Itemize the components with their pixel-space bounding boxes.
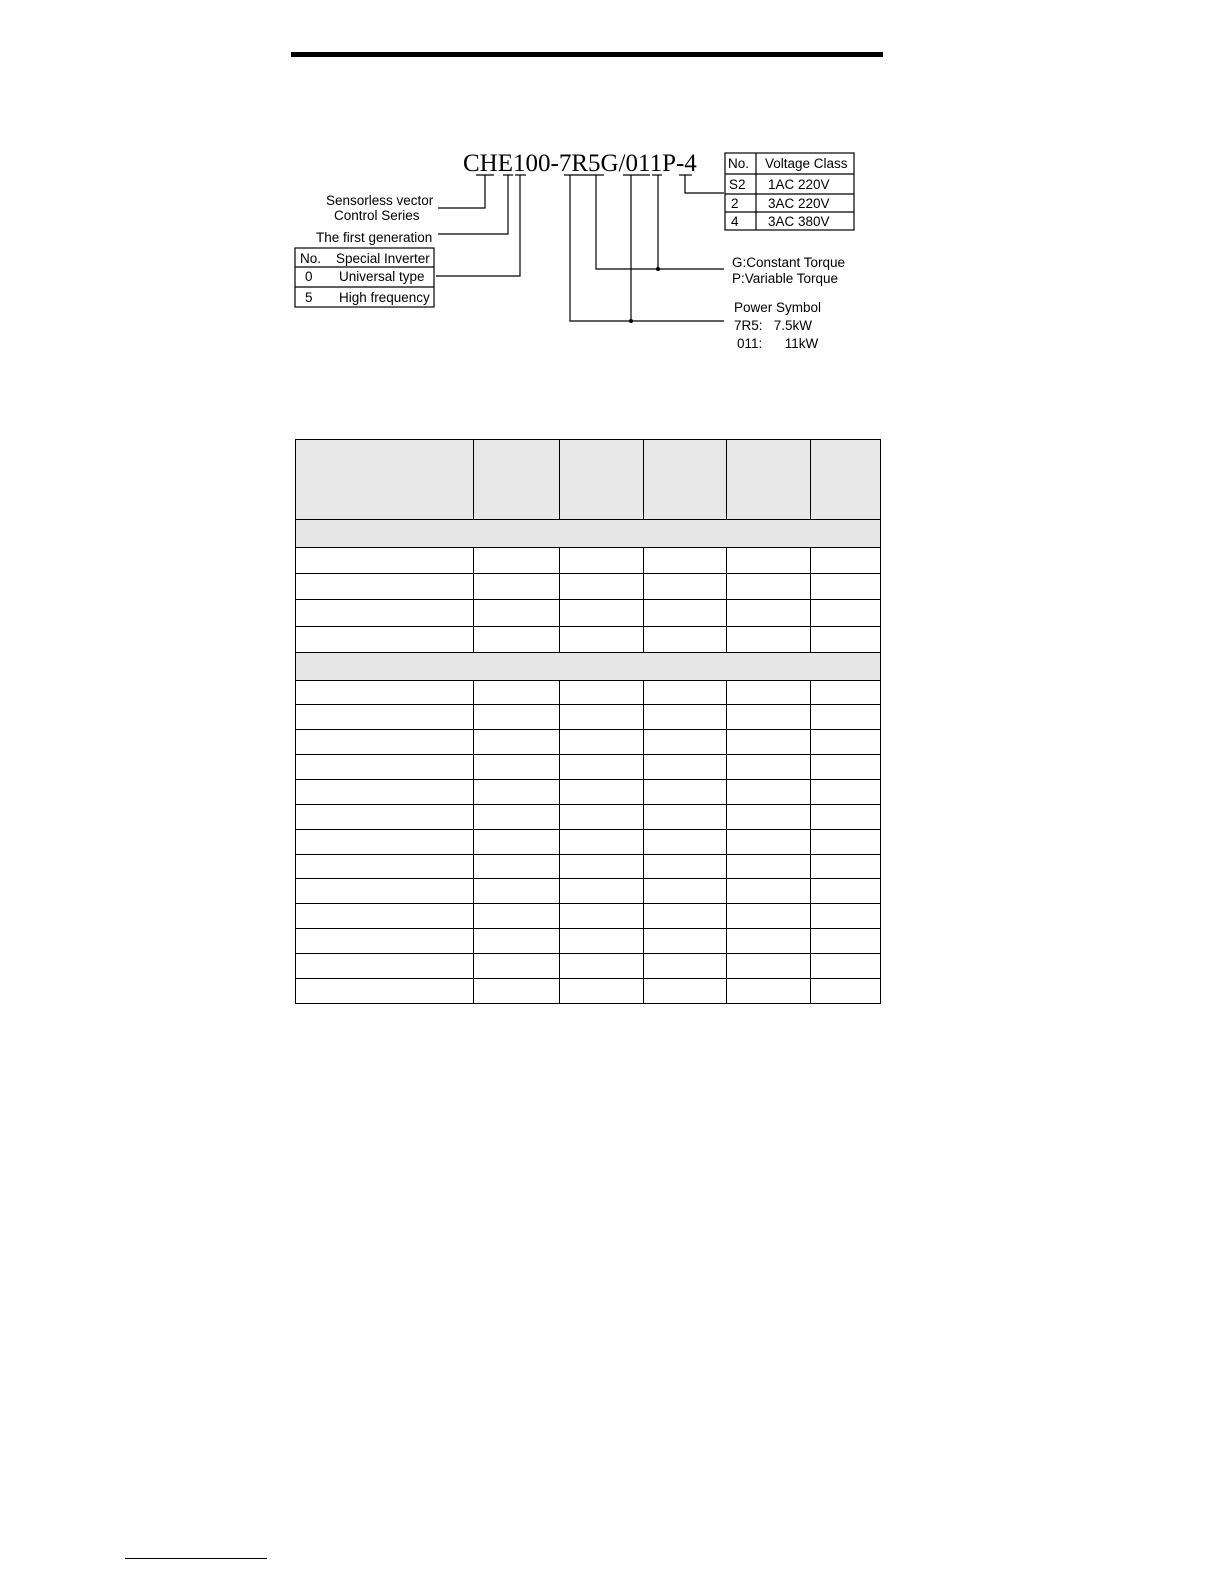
special-row-no: 0 bbox=[305, 269, 313, 284]
power-7r5-label: 7R5: 7.5kW bbox=[734, 318, 813, 333]
leader-series bbox=[438, 175, 485, 208]
special-header-title: Special Inverter bbox=[336, 251, 430, 266]
header-cell bbox=[560, 440, 644, 520]
voltage-row-no: 4 bbox=[731, 214, 739, 229]
model-code: CHE100-7R5G/011P-4 bbox=[463, 150, 697, 177]
special-header-no: No. bbox=[300, 251, 322, 266]
table-row bbox=[296, 680, 881, 705]
table-row bbox=[296, 574, 881, 600]
header-cell bbox=[644, 440, 727, 520]
special-row-type: Universal type bbox=[339, 269, 425, 284]
header-cell bbox=[727, 440, 811, 520]
voltage-row-class: 1AC 220V bbox=[768, 177, 830, 192]
junction-dot bbox=[656, 267, 660, 271]
table-row bbox=[296, 705, 881, 730]
table-header-row bbox=[296, 440, 881, 520]
torque-g-label: G:Constant Torque bbox=[732, 255, 846, 270]
series-label-line1: Sensorless vector bbox=[326, 193, 434, 208]
voltage-header-title: Voltage Class bbox=[765, 156, 848, 171]
torque-p-label: P:Variable Torque bbox=[732, 271, 839, 286]
table-row bbox=[296, 829, 881, 854]
header-cell bbox=[296, 440, 474, 520]
voltage-row-no: 2 bbox=[731, 196, 739, 211]
footnote-rule bbox=[125, 1558, 267, 1559]
header-cell bbox=[811, 440, 881, 520]
table-section-row bbox=[296, 520, 881, 547]
junction-dot bbox=[629, 319, 633, 323]
leader-generation bbox=[438, 175, 508, 234]
table-row bbox=[296, 929, 881, 954]
leader-torque bbox=[596, 175, 724, 269]
table-row bbox=[296, 954, 881, 979]
table-row bbox=[296, 879, 881, 904]
table-row bbox=[296, 730, 881, 755]
leader-power bbox=[570, 175, 724, 321]
table-row bbox=[296, 978, 881, 1003]
table-row bbox=[296, 854, 881, 879]
table-row bbox=[296, 904, 881, 929]
voltage-row-class: 3AC 380V bbox=[768, 214, 830, 229]
special-row-type: High frequency bbox=[339, 290, 430, 305]
specification-table bbox=[295, 439, 881, 1004]
power-011-label: 011: 11kW bbox=[737, 336, 819, 351]
leader-voltage bbox=[685, 175, 724, 193]
header-cell bbox=[474, 440, 560, 520]
table-row bbox=[296, 626, 881, 652]
special-inverter-table bbox=[295, 248, 434, 307]
table-row bbox=[296, 547, 881, 573]
power-symbol-title: Power Symbol bbox=[734, 300, 822, 315]
model-code-diagram bbox=[0, 0, 1224, 400]
voltage-class-table bbox=[725, 153, 854, 230]
voltage-row-class: 3AC 220V bbox=[768, 196, 830, 211]
table-row bbox=[296, 755, 881, 780]
table-row bbox=[296, 600, 881, 626]
generation-label: The first generation bbox=[316, 230, 433, 245]
table-row bbox=[296, 804, 881, 829]
voltage-header-no: No. bbox=[728, 156, 750, 171]
series-label-line2: Control Series bbox=[334, 208, 420, 223]
table-section-row bbox=[296, 653, 881, 680]
special-row-no: 5 bbox=[305, 290, 313, 305]
voltage-row-no: S2 bbox=[729, 177, 746, 192]
table-row bbox=[296, 780, 881, 805]
